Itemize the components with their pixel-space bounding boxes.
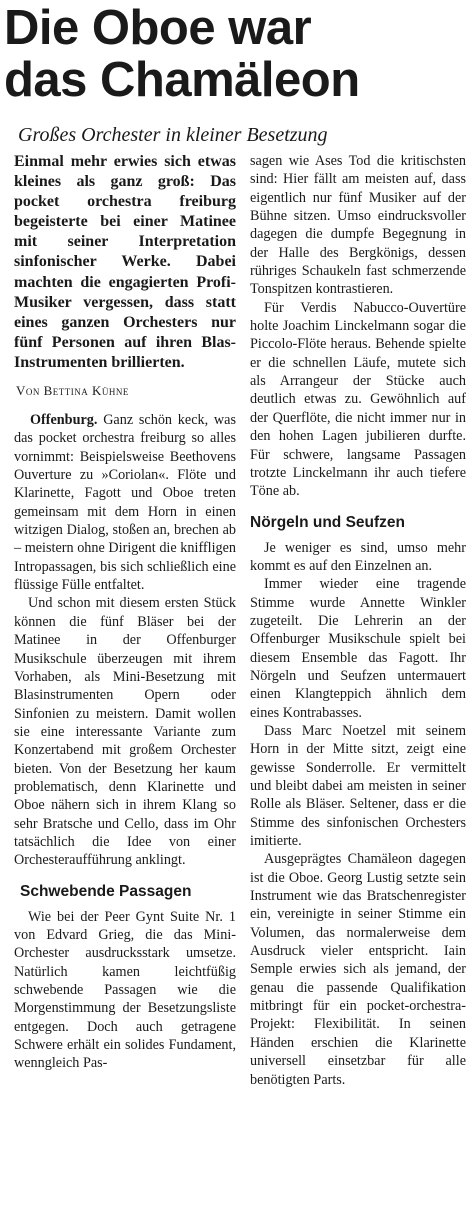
subheading: Nörgeln und Seufzen xyxy=(250,513,405,531)
dateline: Offenburg. xyxy=(30,412,98,429)
body-paragraph: Immer wieder eine tragende Stimme wurde Annette Winkler zugeteilt. Die Lehrerin an der Offenburger Musikschule spielt bei diesem Ensemble das Fagott. Ihr Nörgeln und Seufzen untermauert einen Klangteppich ähnlich dem eines Kontrabasses. xyxy=(250,576,466,721)
body-paragraph: Je weniger es sind, umso mehr kommt es auf den Einzelnen an. xyxy=(250,539,466,574)
paragraph-text: Ganz schön keck, was das pocket orchestra freiburg so alles vornimmt: Beispielsweise Beethovens Ouverture zu »Coriolan«. Flöte und Klarinette, Fagott und Oboe treten gemeinsam mit dem Horn in einen witzigen Dialog, stoßen an, brechen ab – meistern ohne Dirigent die kniffligen Intropassagen, bis sich schließlich eine flüssige Fülle entfaltet. xyxy=(14,412,236,594)
body-paragraph: Wie bei der Peer Gynt Suite Nr. 1 von Edvard Grieg, die das Mini-Orchester ausdrucksstark umsetze. Natürlich kamen leichtfüßig schwebende Passagen wie die Morgenstimmung der Besetzungsliste entgegen. Doch auch getragene Schwere erhält ein solides Fundament, wenngleich Pas- xyxy=(14,908,236,1072)
subheading: Schwebende Passagen xyxy=(20,882,192,900)
article-subtitle: Großes Orchester in kleiner Besetzung xyxy=(18,124,328,146)
right-column xyxy=(250,152,466,1089)
article-headline xyxy=(4,2,468,106)
left-column xyxy=(14,152,236,1073)
byline: Von Bettina Kühne xyxy=(16,383,129,399)
body-paragraph: Und schon mit diesem ersten Stück können die fünf Bläser bei der Matinee in der Offenburger Musikschule überzeugen mit ihrem Vorhaben, als Mini-Besetzung mit Blasinstrumenten Opern oder Sinfonien zu meistern. Damit wollen sie eine interessante Variante zum Konzertabend mit großem Orchester bieten. Von der Besetzung her kaum problematisch, denn Klarinette und Oboe nähern sich in ihrem Klang so sehr Bratsche und Cello, dass im Ohr tatsächlich die Idee von einer Orchesteraufführung anklingt. xyxy=(14,595,236,869)
body-paragraph: Dass Marc Noetzel mit seinem Horn in der Mitte sitzt, zeigt eine gewisse Sonderrolle. Er vermittelt und bleibt dabei am meisten in seiner Rolle als Bläser. Seltener, dass er die Stimme des sinfonischen Orchesters imitierte. xyxy=(250,722,466,850)
body-paragraph: Ausgeprägtes Chamäleon dagegen ist die Oboe. Georg Lustig setzte sein Instrument wie das Bratschenregister ein, vereinigte in seiner Stimme ein Volumen, das normalerweise dem Ausdruck vieler entspricht. Iain Semple erwies sich als jemand, der genau die passende Qualifikation mitbringt für ein pocket-orchestra-Projekt: Flexibilität. In seinen Händen erschien die Klarinette universell einsetzbar für alle benötigten Parts. xyxy=(250,851,466,1088)
headline-line-2: das Chamäleon xyxy=(4,53,360,107)
body-paragraph: Für Verdis Nabucco-Ouvertüre holte Joachim Linckelmann sogar die Piccolo-Flöte heraus. Behende spielte er die schnellen Läufe, mutete sich als Arrangeur der Stücke auch deutlich etwas zu. Gewöhnlich auf der Querflöte, die nicht immer nur in den hohen Lagen jubilieren durfte. Für schwere, langsame Passagen trotzte Linckelmann ihr auch tiefere Töne ab. xyxy=(250,299,466,500)
body-paragraph xyxy=(14,411,236,594)
headline-line-1: Die Oboe war xyxy=(4,1,312,55)
body-paragraph: sagen wie Ases Tod die kritischsten sind: Hier fällt am meisten auf, dass eigentlich nur fünf Musiker auf der Bühne sitzen. Umso eindrucksvoller dagegen die dumpfe Begegnung in der Halle des Bergkönigs, dessen rühriges Schaukeln fast schmerzende Tonspitzen kontrastieren. xyxy=(250,153,466,298)
article-lead: Einmal mehr erwies sich etwas kleines als ganz groß: Das pocket orchestra freiburg begeisterte bei einer Matinee mit seiner Interpretation sinfonischer Werke. Dabei machten die engagierten Profi-Musiker vergessen, dass statt eines ganzen Orchesters nur fünf Personen auf ihren Blas-Instrumenten brillierten. xyxy=(14,153,236,371)
